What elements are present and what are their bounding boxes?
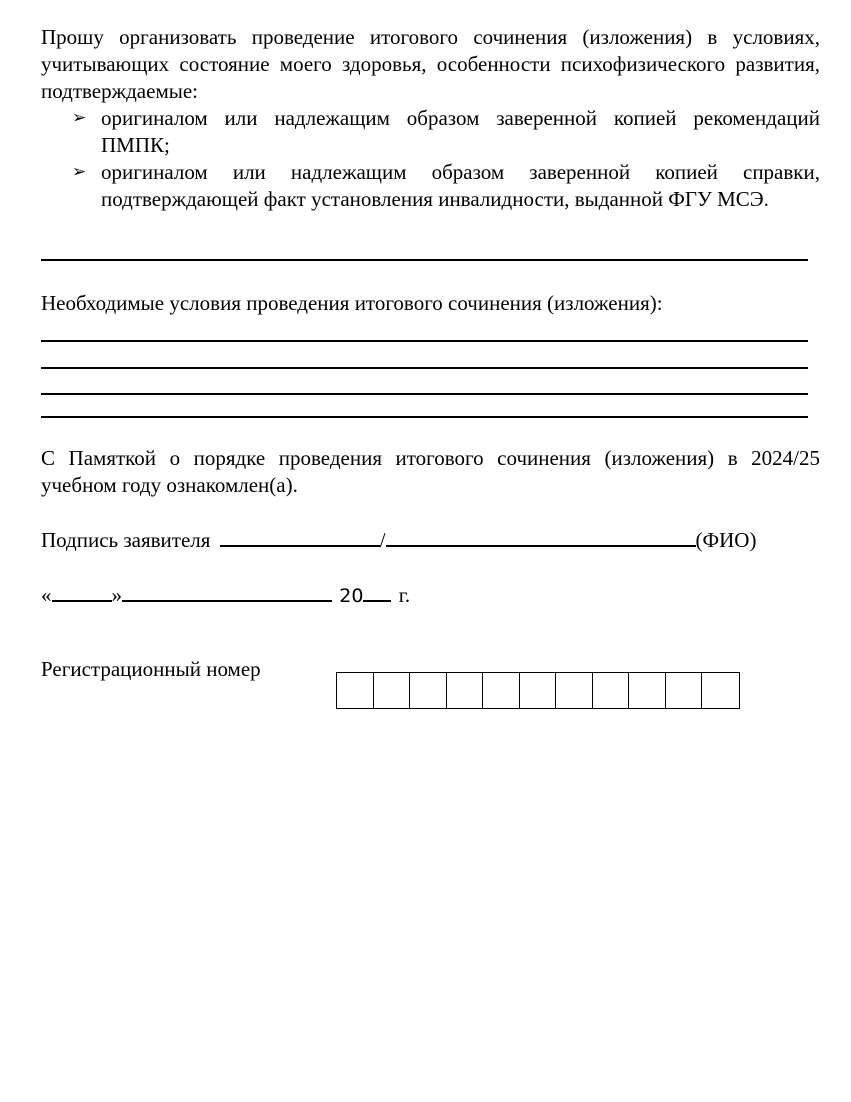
list-item-text: оригиналом или надлежащим образом заверенной копией рекомендаций ПМПК; (101, 106, 820, 157)
registration-digit-box[interactable] (666, 673, 703, 708)
signature-row (41, 525, 756, 554)
date-row (41, 580, 410, 610)
registration-digit-box[interactable] (629, 673, 666, 708)
supporting-documents-list (72, 105, 820, 213)
fio-field[interactable] (386, 525, 696, 547)
registration-digit-box[interactable] (337, 673, 374, 708)
date-open-quote: « (41, 583, 52, 607)
conditions-line-2[interactable] (41, 367, 808, 369)
registration-digit-box[interactable] (556, 673, 593, 708)
date-close-quote: » (111, 583, 122, 607)
list-item (72, 105, 820, 159)
registration-digit-box[interactable] (702, 673, 739, 708)
conditions-line-1[interactable] (41, 340, 808, 342)
registration-number-label: Регистрационный номер (41, 657, 261, 681)
registration-digit-box[interactable] (483, 673, 520, 708)
month-field[interactable] (122, 580, 332, 602)
registration-digit-box[interactable] (447, 673, 484, 708)
registration-number-boxes (336, 672, 740, 709)
fio-hint: (ФИО) (695, 528, 757, 552)
year-field[interactable] (363, 580, 391, 602)
signature-label: Подпись заявителя (41, 528, 211, 552)
conditions-label: Необходимые условия проведения итогового сочинения (изложения): (41, 291, 663, 315)
list-item-text: оригиналом или надлежащим образом заверенной копией справки, подтверждающей факт установления инвалидности, выданной ФГУ МСЭ. (101, 160, 820, 211)
registration-digit-box[interactable] (374, 673, 411, 708)
request-paragraph: Прошу организовать проведение итогового сочинения (изложения) в условиях, учитывающих состояние моего здоровья, особенности психофизического развития, подтверждаемые: (41, 25, 820, 103)
registration-digit-box[interactable] (520, 673, 557, 708)
arrow-bullet-icon: ➢ (72, 108, 87, 128)
registration-digit-box[interactable] (593, 673, 630, 708)
conditions-line-4[interactable] (41, 416, 808, 418)
year-suffix: г. (398, 583, 411, 607)
registration-digit-box[interactable] (410, 673, 447, 708)
list-item (72, 159, 820, 213)
arrow-bullet-icon: ➢ (72, 162, 87, 182)
signature-field[interactable] (220, 525, 380, 547)
memo-acknowledgement: С Памяткой о порядке проведения итогового сочинения (изложения) в 2024/25 учебном году ознакомлен(а). (41, 446, 820, 497)
signature-separator: / (379, 528, 386, 552)
day-field[interactable] (52, 580, 112, 602)
year-prefix: 20 (339, 585, 364, 607)
blank-line-other[interactable] (41, 259, 808, 261)
conditions-line-3[interactable] (41, 393, 808, 395)
